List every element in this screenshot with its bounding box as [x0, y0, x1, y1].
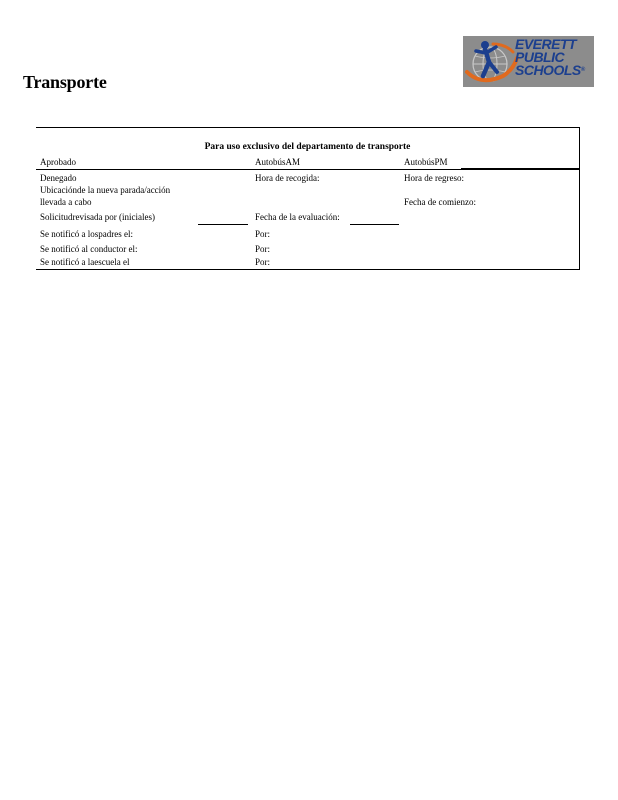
bus-pm-label: AutobúsPM — [404, 157, 448, 167]
page-title: Transporte — [23, 72, 107, 92]
denied-label: Denegado — [40, 173, 77, 183]
logo-wordmark — [515, 38, 585, 77]
parents-notified-label: Se notificó a lospadres el: — [40, 229, 133, 239]
return-time-label: Hora de regreso: — [404, 173, 464, 183]
pickup-time-label: Hora de recogida: — [255, 173, 320, 183]
logo-line-2: PUBLIC — [515, 49, 565, 65]
bus-pm-field[interactable] — [461, 168, 579, 169]
registered-mark: ® — [580, 67, 585, 73]
reviewed-by-label: Solicitudrevisada por (iniciales) — [40, 212, 155, 222]
driver-notified-by-label: Por: — [255, 244, 271, 254]
evaluation-date-field[interactable] — [350, 224, 399, 225]
everett-public-schools-logo — [463, 36, 594, 87]
school-notified-by-label: Por: — [255, 257, 271, 267]
bus-am-label: AutobúsAM — [255, 157, 301, 167]
start-date-label: Fecha de comienzo: — [404, 197, 476, 207]
logo-line-3: SCHOOLS® — [515, 62, 585, 78]
office-use-box — [36, 127, 580, 270]
location-label-line-2: llevada a cabo — [40, 197, 92, 207]
location-label-line-1: Ubicaciónde la nueva parada/acción — [40, 185, 171, 195]
reviewed-by-initials-field[interactable] — [198, 224, 248, 225]
parents-notified-by-label: Por: — [255, 229, 271, 239]
row-divider — [36, 169, 579, 170]
school-notified-label: Se notificó a laescuela el — [40, 257, 130, 267]
logo-line-1: EVERETT — [515, 36, 577, 52]
driver-notified-label: Se notificó al conductor el: — [40, 244, 138, 254]
evaluation-date-label: Fecha de la evaluación: — [255, 212, 340, 222]
approved-label: Aprobado — [40, 157, 76, 167]
office-use-heading: Para uso exclusivo del departamento de transporte — [204, 142, 411, 152]
